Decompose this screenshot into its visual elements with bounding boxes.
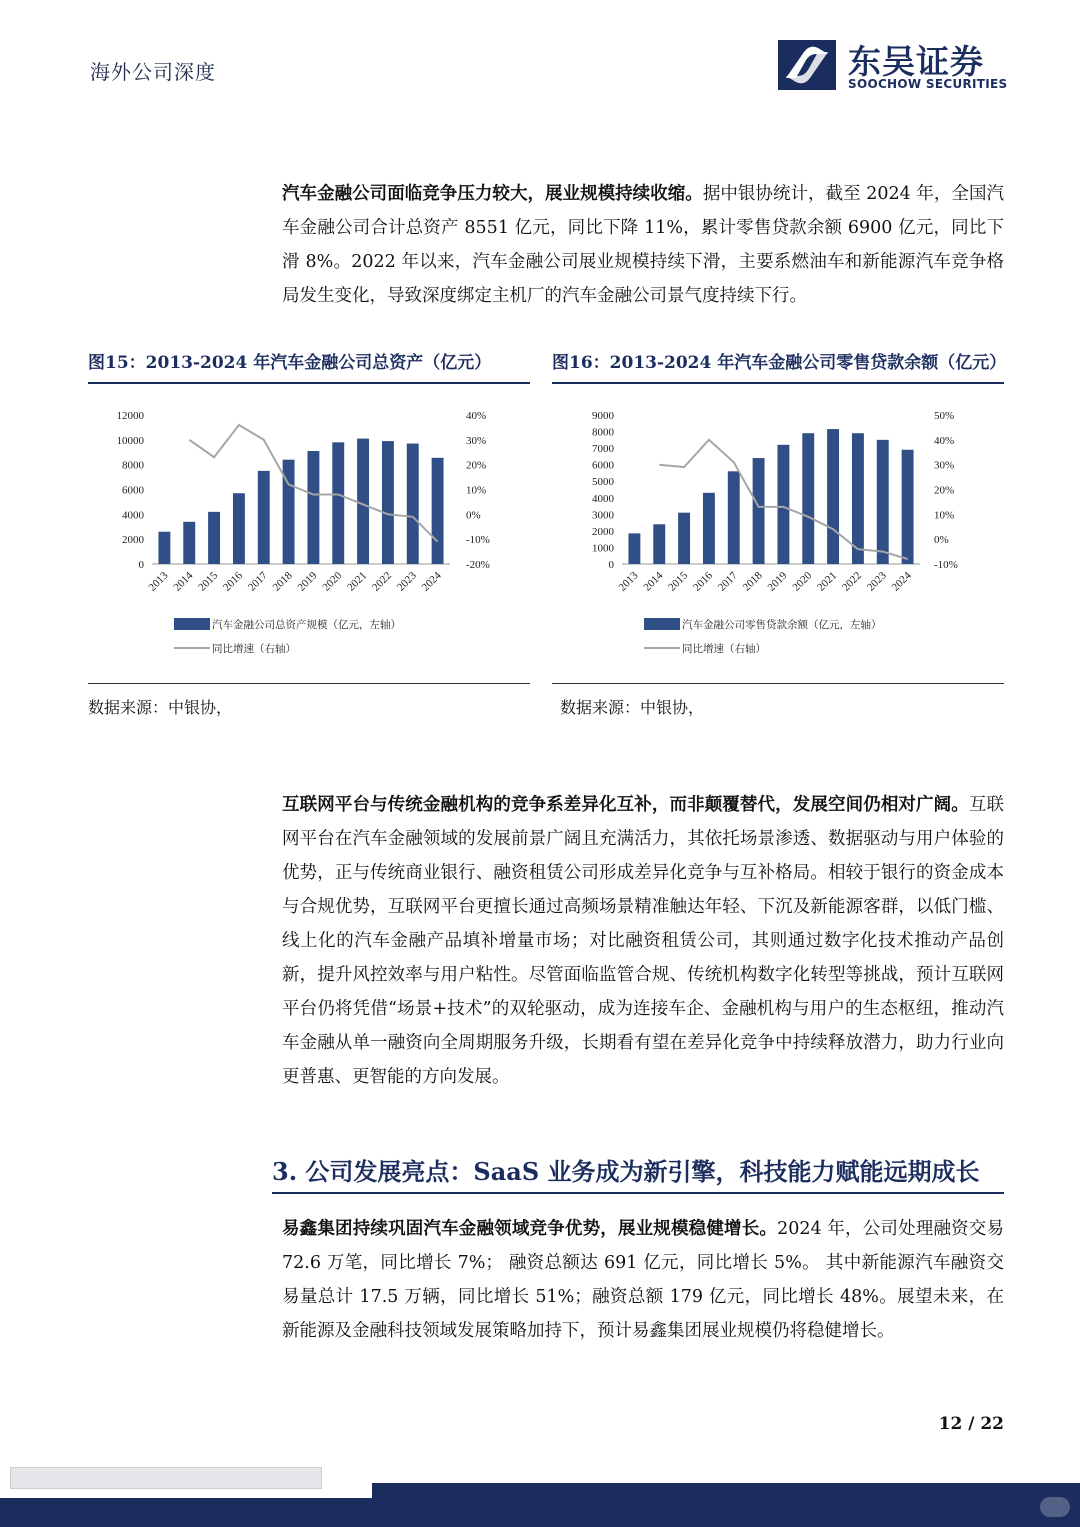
x-tick-label: 2013 xyxy=(146,569,171,594)
y-left-tick-label: 0 xyxy=(138,559,144,571)
x-tick-label: 2018 xyxy=(740,569,765,594)
figure-16-title: 图16：2013-2024 年汽车金融公司零售贷款余额（亿元） xyxy=(552,348,1004,384)
x-tick-label: 2021 xyxy=(345,569,370,594)
bar xyxy=(703,493,715,564)
bar xyxy=(753,458,765,564)
y-right-tick-label: -10% xyxy=(934,559,958,571)
figure-16-divider xyxy=(552,683,1004,684)
bar xyxy=(432,458,444,564)
y-right-tick-label: 40% xyxy=(466,410,487,422)
total-assets-chart xyxy=(88,400,530,670)
x-tick-label: 2021 xyxy=(815,569,840,594)
y-right-tick-label: 50% xyxy=(934,410,955,422)
bar xyxy=(332,442,344,564)
x-tick-label: 2016 xyxy=(220,569,246,594)
bar xyxy=(827,429,839,564)
paragraph-lead: 互联网平台与传统金融机构的竞争系差异化互补，而非颠覆替代，发展空间仍相对广阔。 xyxy=(282,795,969,815)
y-left-tick-label: 10000 xyxy=(116,434,144,447)
retail-loan-chart xyxy=(552,400,1004,670)
paragraph-internet-platforms xyxy=(282,788,1004,1094)
figure-15-divider xyxy=(88,683,530,684)
y-left-tick-label: 6000 xyxy=(592,459,614,472)
x-tick-label: 2013 xyxy=(616,569,641,594)
bar xyxy=(653,524,665,564)
bar xyxy=(183,522,195,564)
paragraph-auto-finance-contraction xyxy=(282,177,1004,313)
x-tick-label: 2018 xyxy=(270,569,295,594)
bar xyxy=(407,444,419,564)
paragraph-body: 据中银协统计，截至 2024 年，全国汽车金融公司合计总资产 8551 亿元，同比下降 11%，累计零售贷款余额 6900 亿元，同比下滑 8%。2022 年以来，汽车金融公司展业规模持续下滑，主要系燃油车和新能源汽车竞争格局发生变化，导致深度绑定主机厂的汽车金融公司景气度持续下行。 xyxy=(282,184,1004,306)
y-right-tick-label: 40% xyxy=(934,434,955,447)
x-tick-label: 2024 xyxy=(889,569,914,594)
bar xyxy=(628,533,640,564)
x-tick-label: 2014 xyxy=(171,569,196,594)
figure-15-source: 数据来源：中银协， xyxy=(88,698,233,717)
figure-15-title: 图15：2013-2024 年汽车金融公司总资产（亿元） xyxy=(88,348,530,384)
x-tick-label: 2022 xyxy=(839,569,865,594)
bar xyxy=(158,532,170,564)
y-right-tick-label: -20% xyxy=(466,559,490,571)
y-right-tick-label: 0% xyxy=(934,534,949,547)
x-tick-label: 2015 xyxy=(666,569,691,594)
x-tick-label: 2019 xyxy=(295,569,320,594)
y-left-tick-label: 1000 xyxy=(592,542,614,555)
bar xyxy=(802,433,814,564)
x-tick-label: 2023 xyxy=(864,569,889,594)
bar xyxy=(852,433,864,564)
y-left-tick-label: 2000 xyxy=(122,534,144,547)
x-tick-label: 2017 xyxy=(715,569,740,594)
brand-mark-icon xyxy=(778,40,836,90)
x-tick-label: 2019 xyxy=(765,569,790,594)
y-right-tick-label: 30% xyxy=(934,459,955,472)
brand-name-en: SOOCHOW SECURITIES xyxy=(848,77,1008,91)
x-tick-label: 2022 xyxy=(369,569,395,594)
x-tick-label: 2023 xyxy=(394,569,419,594)
bar xyxy=(728,471,740,564)
y-left-tick-label: 12000 xyxy=(116,410,144,422)
section-3-heading: 3. 公司发展亮点：SaaS 业务成为新引擎，科技能力赋能远期成长 xyxy=(272,1152,1004,1194)
x-tick-label: 2020 xyxy=(790,569,815,594)
y-left-tick-label: 4000 xyxy=(592,492,614,505)
y-right-tick-label: 10% xyxy=(934,509,955,522)
bar xyxy=(382,441,394,564)
bar xyxy=(902,450,914,564)
legend-bar-label: 汽车金融公司零售贷款余额（亿元，左轴） xyxy=(682,619,882,631)
y-left-tick-label: 8000 xyxy=(122,459,144,472)
bar xyxy=(233,493,245,564)
footer-gray-box xyxy=(10,1467,322,1489)
bar xyxy=(877,440,889,564)
y-left-tick-label: 2000 xyxy=(592,525,614,538)
bar xyxy=(357,439,369,564)
x-tick-label: 2014 xyxy=(641,569,666,594)
paragraph-lead: 汽车金融公司面临竞争压力较大，展业规模持续收缩。 xyxy=(282,184,703,204)
bar xyxy=(307,451,319,564)
y-left-tick-label: 7000 xyxy=(592,443,614,456)
bar xyxy=(208,512,220,564)
y-right-tick-label: 10% xyxy=(466,484,487,497)
y-left-tick-label: 8000 xyxy=(592,426,614,439)
legend-bar-swatch xyxy=(644,618,680,630)
legend-line-label: 同比增速（右轴） xyxy=(212,643,296,655)
paragraph-yixin-growth xyxy=(282,1212,1004,1348)
legend-bar-label: 汽车金融公司总资产规模（亿元，左轴） xyxy=(212,619,401,631)
x-tick-label: 2015 xyxy=(196,569,221,594)
y-left-tick-label: 9000 xyxy=(592,410,614,422)
paragraph-lead: 易鑫集团持续巩固汽车金融领域竞争优势，展业规模稳健增长。 xyxy=(282,1219,778,1239)
paragraph-body: 互联网平台在汽车金融领域的发展前景广阔且充满活力，其依托场景渗透、数据驱动与用户体验的优势，正与传统商业银行、融资租赁公司形成差异化竞争与互补格局。相较于银行的资金成本与合规优势，互联网平台更擅长通过高频场景精准触达年轻、下沉及新能源客群，以低门槛、线上化的汽车金融产品填补增量市场；对比融资租赁公司，其则通过数字化技术推动产品创新，提升风控效率与用户粘性。尽管面临监管合规、传统机构数字化转型等挑战，预计互联网平台仍将凭借“场景+技术”的双轮驱动，成为连接车企、金融机构与用户的生态枢纽，推动汽车金融从单一融资向全周期服务升级，长期看有望在差异化竞争中持续释放潜力，助力行业向更普惠、更智能的方向发展。 xyxy=(282,795,1005,1087)
brand-logo xyxy=(778,40,1008,95)
y-right-tick-label: -10% xyxy=(466,534,490,547)
y-left-tick-label: 0 xyxy=(608,559,614,571)
legend-line-label: 同比增速（右轴） xyxy=(682,643,766,655)
x-tick-label: 2016 xyxy=(690,569,716,594)
figure-16-source: 数据来源：中银协， xyxy=(560,698,705,717)
legend-bar-swatch xyxy=(174,618,210,630)
brand-name-cn: 东吴证券 xyxy=(848,42,984,81)
y-left-tick-label: 3000 xyxy=(592,509,614,522)
y-left-tick-label: 4000 xyxy=(122,509,144,522)
y-right-tick-label: 0% xyxy=(466,509,481,522)
page-number: 12 / 22 xyxy=(938,1414,1004,1434)
y-left-tick-label: 6000 xyxy=(122,484,144,497)
y-left-tick-label: 5000 xyxy=(592,476,614,489)
header-section-label: 海外公司深度 xyxy=(90,60,216,84)
y-right-tick-label: 30% xyxy=(466,434,487,447)
bar xyxy=(678,513,690,564)
x-tick-label: 2020 xyxy=(320,569,345,594)
x-tick-label: 2017 xyxy=(245,569,270,594)
paragraph-body: 2024 年，公司处理融资交易 72.6 万笔，同比增长 7%； 融资总额达 691 亿元，同比增长 5%。 其中新能源汽车融资交易量总计 17.5 万辆，同比增长 51%；融资总额 179 亿元，同比增长 48%。展望未来，在新能源及金融科技领域发展策略加持下，预计易鑫集团展业规模仍将稳健增长。 xyxy=(282,1219,1004,1341)
y-right-tick-label: 20% xyxy=(466,459,487,472)
y-right-tick-label: 20% xyxy=(934,484,955,497)
bar xyxy=(258,471,270,564)
x-tick-label: 2024 xyxy=(419,569,444,594)
watermark-icon xyxy=(1040,1497,1070,1517)
bar xyxy=(777,445,789,564)
